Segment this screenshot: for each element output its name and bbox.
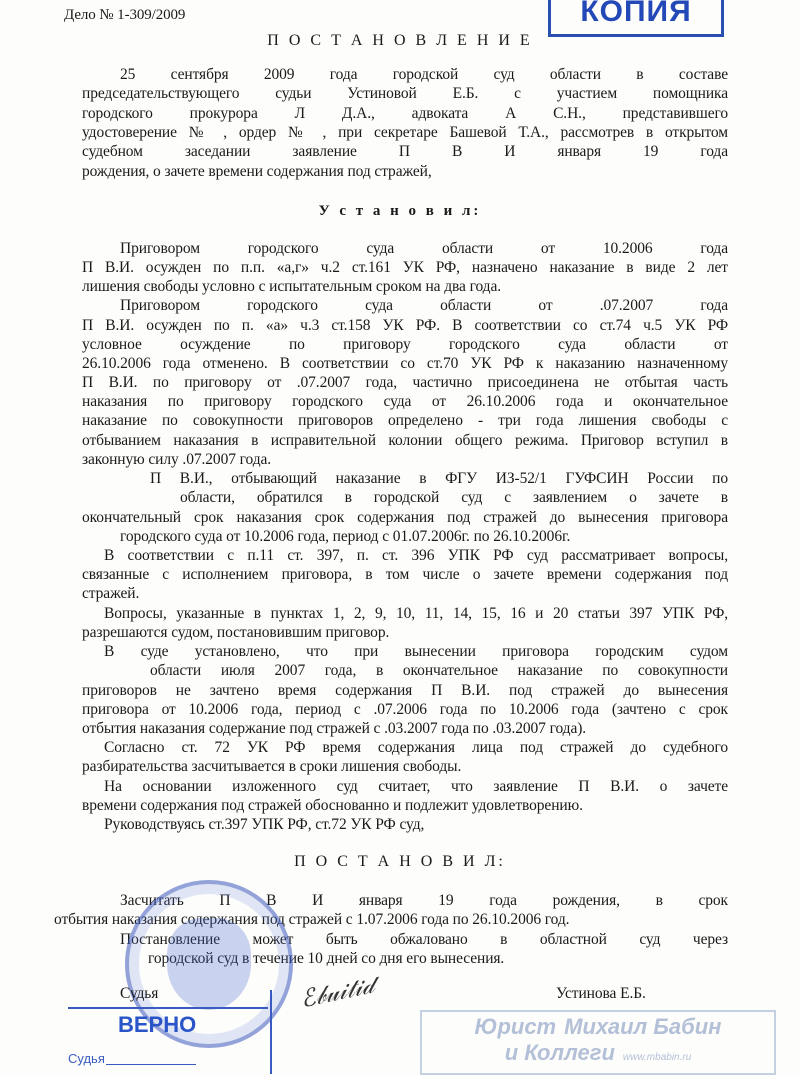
body-line: связанные с исполнением приговора, в том числе о зачете времени содержания под [82, 566, 728, 583]
watermark-stamp [420, 1010, 776, 1075]
body-line: разрешаются судом, постановившим приговор. [82, 624, 390, 641]
verified-stamp: ВЕРНО [118, 1012, 197, 1037]
intro-line: городского прокурора Л Д.А., адвоката А С.Н., представившего [82, 105, 728, 122]
resolution-line: отбытия наказания содержания под стражей с 1.07.2006 года по 26.10.2006 год. [54, 911, 570, 928]
body-line: разбирательства засчитывается в сроки лишения свободы. [82, 758, 462, 775]
body-line: отбыванием наказания в исправительной колонии общего режима. Приговор вступил в [82, 432, 728, 449]
body-line: Приговором городского суда области от 10.2006 года [120, 240, 728, 257]
body-line: П В.И., отбывающий наказание в ФГУ ИЗ-52/1 ГУФСИН России по [150, 470, 728, 487]
established-heading: У с т а н о в и л: [318, 203, 482, 219]
intro-line: 25 сентября 2009 года городской суд области в составе [120, 66, 728, 83]
intro-line: председательствующего судьи Устиновой Е.Б. с участием помощника [82, 85, 728, 102]
copy-stamp: КОПИЯ [548, 0, 724, 37]
body-line: городского суда от 10.2006 года, период с 01.07.2006г. по 26.10.2006г. [120, 528, 571, 545]
body-line: 26.10.2006 года отменено. В соответствии со ст.70 УК РФ к наказанию назначенному [82, 355, 728, 372]
verified-stamp-line [68, 1007, 268, 1009]
watermark-line: и Коллеги [504, 1040, 615, 1065]
watermark-url: www.mbabin.ru [622, 1052, 692, 1063]
body-line: наказания по приговору городского суда от 26.10.2006 года и окончательное [82, 393, 728, 410]
watermark-line: Михаил Бабин [564, 1014, 722, 1039]
body-line: Руководствуясь ст.397 УПК РФ, ст.72 УК РФ суд, [104, 816, 425, 833]
verified-stamp-border [270, 990, 272, 1074]
intro-line: рождения, о зачете времени содержания под стражей, [82, 163, 432, 180]
body-line: условное осуждение по приговору городского суда области от [82, 336, 728, 353]
body-line: П В.И. осужден по п.п. «а,г» ч.2 ст.161 УК РФ, назначено наказание в виде 2 лет [82, 259, 728, 276]
body-line: В суде установлено, что при вынесении приговора городским судом [104, 643, 728, 660]
body-line: Согласно ст. 72 УК РФ время содержания лица под стражей до судебного [104, 739, 728, 756]
resolution-line: Засчитать П В И января 19 года рождения, в срок [120, 892, 728, 909]
handwritten-signature: ℰ𝒷𝓊𝒾𝓉𝒾𝒹 [297, 970, 377, 1014]
body-line: В соответствии с п.11 ст. 397, п. ст. 396 УПК РФ суд рассматривает вопросы, [104, 547, 728, 564]
body-line: окончательный срок наказания срок содержания под стражей до вынесения приговора [82, 509, 728, 526]
body-line: П В.И. осужден по п. «а» ч.3 ст.158 УК РФ. В соответствии со ст.74 ч.5 УК РФ [82, 317, 728, 334]
case-number: Дело № 1-309/2009 [64, 7, 186, 23]
body-line: наказание по совокупности приговоров определено - три года лишения свободы с [82, 412, 728, 429]
signature-role: Судья [120, 985, 159, 1002]
resolution-line: Постановление может быть обжаловано в областной суд через [120, 931, 728, 948]
resolution-line: городской суд в течение 10 дней со дня его вынесения. [148, 950, 505, 967]
verified-judge-label: Судья [68, 1051, 105, 1066]
eagle-emblem-icon [167, 918, 251, 1010]
body-line: Вопросы, указанные в пунктах 1, 2, 9, 10, 11, 14, 15, 16 и 20 статьи 397 УПК РФ, [104, 605, 728, 622]
body-line: Приговором городского суда области от .07.2007 года [120, 297, 728, 314]
watermark-line: Юрист [474, 1014, 557, 1039]
body-line: лишения свободы условно с испытательным сроком на два года. [82, 278, 502, 295]
body-line: На основании изложенного суд считает, что заявление П В.И. о зачете [104, 778, 728, 795]
body-line: времени содержания под стражей обоснованно и подлежит удовлетворению. [82, 797, 583, 814]
signature-name: Устинова Е.Б. [556, 985, 646, 1002]
body-line: отбытия наказания содержание под стражей с .03.2007 года по .03.2007 года). [82, 720, 587, 737]
body-line: приговоров не зачтено время содержания П В.И. под стражей до вынесения [82, 682, 728, 699]
body-line: законную силу .07.2007 года. [82, 451, 272, 468]
resolved-heading: П О С Т А Н О В И Л: [294, 853, 506, 870]
body-line: стражей. [82, 585, 140, 602]
verified-judge-line [106, 1064, 196, 1065]
intro-line: удостоверение № , ордер № , при секретаре Башевой Т.А., рассмотрев в открытом [82, 124, 728, 141]
body-line: П В.И. по приговору от .07.2007 года, частично присоединена не отбытая часть [82, 374, 728, 391]
intro-line: судебном заседании заявление П В И января 19 года [82, 143, 728, 160]
body-line: области, обратился в городской суд с заявлением о зачете в [180, 489, 728, 506]
body-line: приговора от 10.2006 года, период с .07.2006 года по 10.2006 года (зачтено с срок [82, 701, 728, 718]
body-line: области июля 2007 года, в окончательное наказание по совокупности [150, 662, 728, 679]
document-title: П О С Т А Н О В Л Е Н И Е [267, 32, 533, 49]
